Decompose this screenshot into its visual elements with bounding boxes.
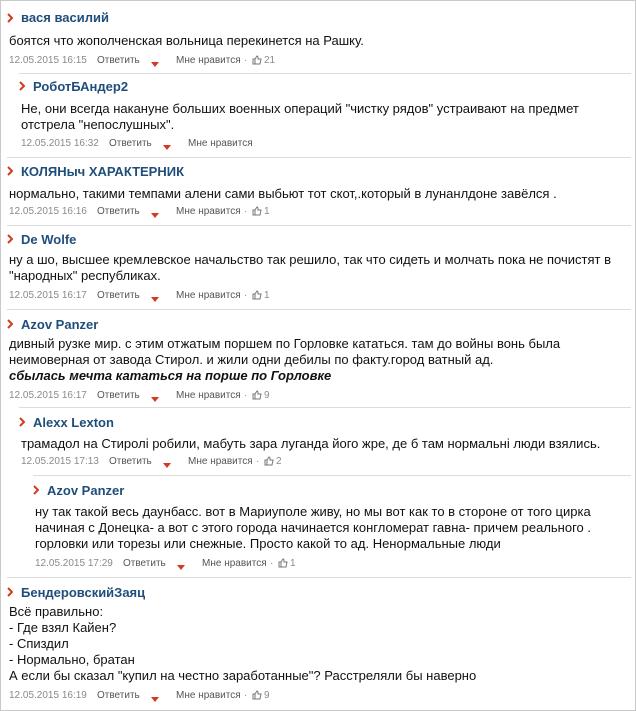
like-button[interactable]: Мне нравится [188, 456, 253, 467]
chevron-right-icon [19, 80, 25, 92]
like-separator: · [244, 290, 248, 301]
comment-author[interactable]: De Wolfe [21, 232, 77, 247]
dropdown-arrow-icon[interactable] [163, 142, 171, 153]
comment-date: 12.05.2015 16:15 [9, 55, 87, 66]
comment-text: дивный рузке мир. с этим отжатым поршем по Горловке кататься. там до войны вонь была неимоверная от завода Стирол. и жили одни дебилы по факту.город ватный ад. сбылась мечта кататься на порше по Горловке [9, 336, 625, 384]
thumbs-up-icon[interactable] [252, 290, 262, 301]
comment-author[interactable]: Alexx Lexton [33, 415, 114, 430]
comment-author[interactable]: Azov Panzer [47, 483, 125, 498]
comment-item [7, 577, 631, 705]
comment-date: 12.05.2015 16:32 [21, 138, 99, 149]
like-separator: · [244, 690, 248, 701]
comment-text: трамадол на Стиролі робили, мабуть зара луганда його жре, де б там нормальні люди взялись. [21, 436, 601, 451]
thumbs-up-icon[interactable] [252, 55, 262, 66]
comment-text: Всё правильно: - Где взял Кайен? - Спиздил - Нормально, братан А если бы сказал "купил на честно заработанные"? Расстреляли бы наверно [9, 604, 477, 683]
thumbs-up-icon[interactable] [252, 206, 262, 217]
comment-text: Не, они всегда накануне больших военных операций "чистку рядов" устраивают на предмет отстрела "непослушных". [21, 101, 579, 132]
dropdown-arrow-icon[interactable] [177, 562, 185, 573]
like-separator: · [256, 456, 260, 467]
comment-item [7, 309, 631, 407]
chevron-right-icon [7, 233, 13, 245]
like-button[interactable]: Мне нравится [176, 290, 241, 301]
like-separator: · [244, 390, 248, 401]
dropdown-arrow-icon[interactable] [151, 394, 159, 405]
reply-button[interactable]: Ответить [97, 690, 140, 701]
thumbs-up-icon[interactable] [278, 558, 288, 569]
chevron-right-icon [7, 12, 13, 24]
comment-item [19, 407, 631, 475]
like-count: 1 [264, 206, 270, 217]
reply-button[interactable]: Ответить [97, 390, 140, 401]
comment-author[interactable]: БендеровскийЗаяц [21, 585, 146, 600]
comment-item [7, 9, 631, 67]
comment-author[interactable]: вася василий [21, 10, 109, 25]
dropdown-arrow-icon[interactable] [151, 294, 159, 305]
like-count: 21 [264, 55, 276, 66]
like-count: 2 [276, 456, 282, 467]
comment-date: 12.05.2015 16:19 [9, 690, 87, 701]
like-button[interactable]: Мне нравится [176, 690, 241, 701]
comment-date: 12.05.2015 17:29 [35, 558, 113, 569]
reply-button[interactable]: Ответить [97, 290, 140, 301]
comment-date: 12.05.2015 16:17 [9, 290, 87, 301]
comment-emphasis: сбылась мечта кататься на порше по Горловке [9, 368, 332, 383]
comment-item [19, 73, 631, 153]
dropdown-arrow-icon[interactable] [163, 460, 171, 471]
like-count: 9 [264, 390, 270, 401]
reply-button[interactable]: Ответить [109, 456, 152, 467]
reply-button[interactable]: Ответить [97, 55, 140, 66]
comment-date: 12.05.2015 16:17 [9, 390, 87, 401]
comment-author[interactable]: КОЛЯНыч ХАРАКТЕРНИК [21, 164, 185, 179]
comment-item [33, 475, 631, 575]
like-separator: · [244, 55, 248, 66]
reply-button[interactable]: Ответить [123, 558, 166, 569]
thumbs-up-icon[interactable] [252, 690, 262, 701]
comment-text: нормально, такими темпами алени сами выбьют тот скот,.который в лунанлдоне завёлся . [9, 186, 557, 201]
like-button[interactable]: Мне нравится [176, 206, 241, 217]
chevron-right-icon [7, 318, 13, 330]
comment-date: 12.05.2015 16:16 [9, 206, 87, 217]
dropdown-arrow-icon[interactable] [151, 694, 159, 705]
chevron-right-icon [33, 484, 39, 496]
chevron-right-icon [19, 416, 25, 428]
like-button[interactable]: Мне нравится [202, 558, 267, 569]
like-count: 1 [264, 290, 270, 301]
comment-text: боятся что жополченская вольница перекинется на Рашку. [9, 33, 364, 48]
like-separator: · [270, 558, 274, 569]
like-button[interactable]: Мне нравится [176, 390, 241, 401]
reply-button[interactable]: Ответить [97, 206, 140, 217]
chevron-right-icon [7, 165, 13, 177]
dropdown-arrow-icon[interactable] [151, 59, 159, 70]
like-button[interactable]: Мне нравится [188, 138, 253, 149]
like-count: 1 [290, 558, 296, 569]
chevron-right-icon [7, 586, 13, 598]
like-separator: · [244, 206, 248, 217]
comment-text: ну а шо, высшее кремлевское начальство так решило, так что сидеть и молчать пока не почистят в "народных" республиках. [9, 252, 611, 283]
comment-date: 12.05.2015 17:13 [21, 456, 99, 467]
dropdown-arrow-icon[interactable] [151, 210, 159, 221]
thumbs-up-icon[interactable] [264, 456, 274, 467]
like-count: 9 [264, 690, 270, 701]
reply-button[interactable]: Ответить [109, 138, 152, 149]
comment-item [7, 225, 631, 309]
comment-author[interactable]: Azov Panzer [21, 317, 99, 332]
comment-item [7, 157, 631, 221]
thumbs-up-icon[interactable] [252, 390, 262, 401]
comment-text: ну так такой весь даунбасс. вот в Мариуполе живу, но мы вот как то в стороне от того цирка начиная с Донецка- а вот с этого города начинается конгломерат гавна- причем реального . горловки или торезы или снежные. Просто какой то ад. Ненормальные люди [35, 504, 591, 551]
comment-author[interactable]: РоботБАндер2 [33, 79, 129, 94]
like-button[interactable]: Мне нравится [176, 55, 241, 66]
